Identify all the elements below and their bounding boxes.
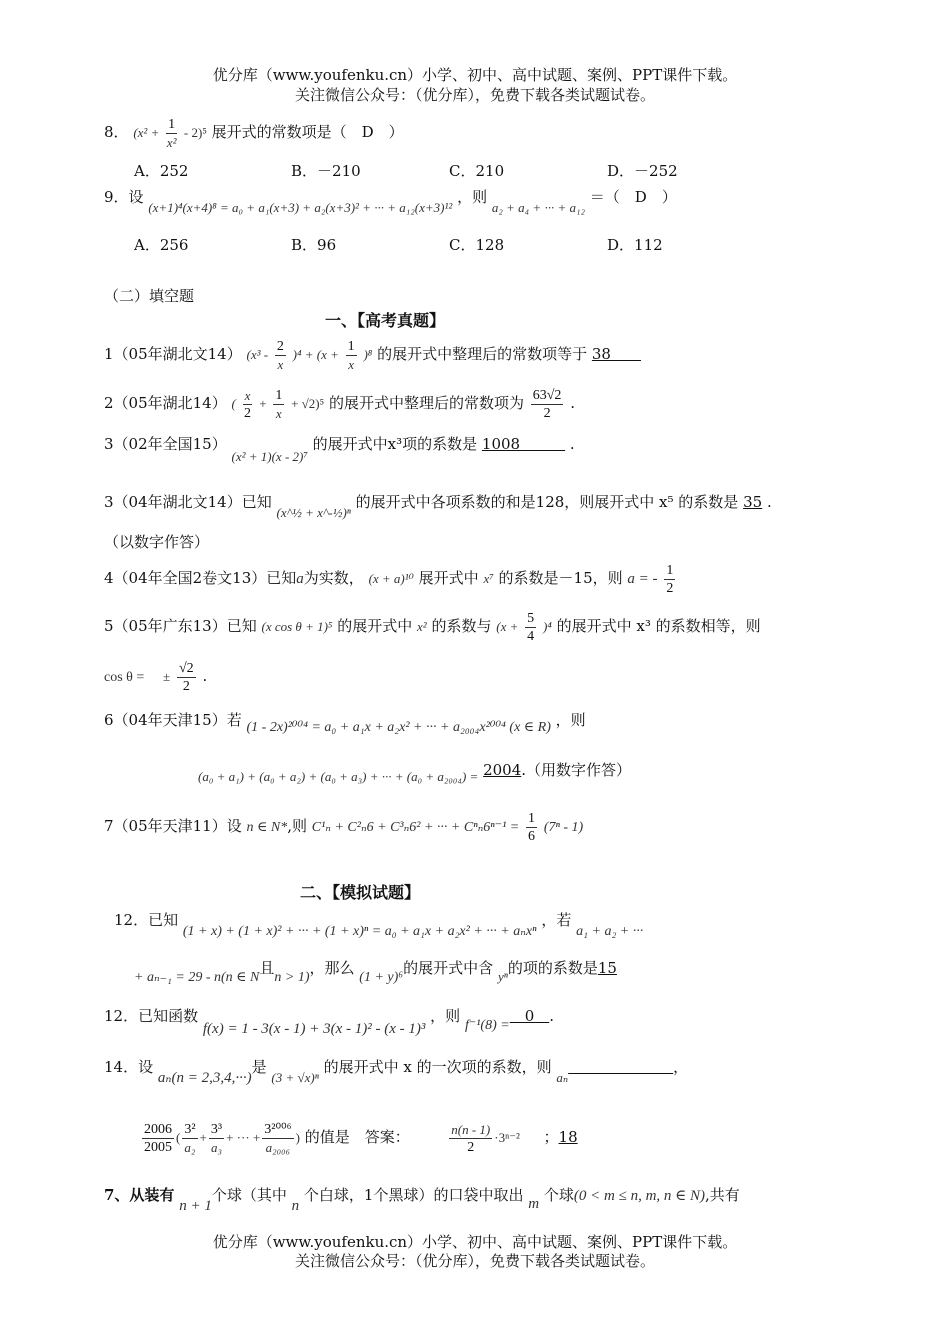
q9-option-d: D．112 <box>607 236 663 254</box>
p12a-expr: (1 + x) + (1 + x)² + ··· + (1 + x)ⁿ = a₀ + a₁x + a₂x² + ··· + aₙxⁿ <box>182 924 537 939</box>
p5-answer-den: 2 <box>182 678 190 694</box>
problem-12a <box>114 908 644 939</box>
p12a-line2-text2: ，那么 <box>309 959 355 977</box>
p12b-text: ，则 <box>430 1007 461 1025</box>
question-9 <box>104 185 677 215</box>
p14-frac-1 <box>182 1121 197 1156</box>
p14-expr-b: (3 + √x)ⁿ <box>271 1070 319 1085</box>
p1-frac1-den: x <box>277 356 284 372</box>
p14-f2-den: a₃ <box>210 1139 222 1155</box>
p1-text: 的展开式中整理后的常数项等于 <box>377 345 588 363</box>
q9-option-b: B．96 <box>291 236 337 254</box>
p2-answer-num: 63√2 <box>532 387 562 403</box>
q8-text: 展开式的常数项是（ D ） <box>211 123 404 141</box>
p14-text-a: 是 <box>251 1058 267 1076</box>
p12a-line-2 <box>134 956 617 985</box>
p14-sep: ； <box>543 1128 559 1146</box>
p5-answer-line <box>104 656 207 698</box>
p14-an: aₙ <box>556 1070 569 1085</box>
p14-text-c: 的值是 答案： <box>304 1128 410 1146</box>
p12b-expr-b: f⁻¹(8) = <box>464 1018 510 1033</box>
section-1-title: 一、【高考真题】 <box>325 311 446 330</box>
p12a-label: 12．已知 <box>114 911 179 929</box>
p2-answer <box>531 387 564 422</box>
p3-end: . <box>569 435 575 453</box>
q9-text-b: ＝（ D ） <box>589 188 677 206</box>
p1-frac-1 <box>275 338 286 373</box>
p7b-expr-b: (0 < m ≤ n, m, n ∈ N) <box>573 1188 706 1204</box>
problem-1 <box>104 334 641 375</box>
p14-f0-den: 2005 <box>144 1139 172 1155</box>
p14-line-2: $\frac{2006}{2005}$ ( $\frac{\text{3²}}{\text{a₂}}$ + $\frac{\text{3³}}{\text{a₃}}$ + ··· + $\frac{\text{3²⁰⁰⁶}}{\text{a₂₀₀₆}}$ ) 的值是 答案： $\frac{n(n - 1)}{2}$ ·3ⁿ⁻² ；18 <box>144 1121 578 1155</box>
p1-label: 1（05年湖北文14） <box>104 345 242 363</box>
p3-expr: (x² + 1)(x - 2)⁷ <box>231 449 308 464</box>
p14-label: 14．设 <box>104 1058 154 1076</box>
p14-answer-formula <box>449 1121 492 1156</box>
p3b-text: 的展开式中各项系数的和是128，则展开式中 x⁵ 的系数是 <box>355 493 739 511</box>
q8-fraction <box>166 116 177 151</box>
p5-expr-b: (x + <box>496 619 519 634</box>
p12a-line2-expr2: n > 1) <box>274 970 310 985</box>
p5-expr-a: (x cos θ + 1)⁵ <box>261 619 333 634</box>
q9-text-a: ，则 <box>457 188 488 206</box>
p4-answer <box>664 562 675 597</box>
p1-expr-b: )⁴ + (x + <box>292 347 339 362</box>
fill-in-title: （二）填空题 <box>104 287 195 305</box>
p2-frac2-num: 1 <box>275 387 283 403</box>
p14-f3-num: 3²⁰⁰⁶ <box>264 1121 292 1137</box>
problem-7 <box>104 806 583 848</box>
footer-line-1: 优分库（www.youfenku.cn）小学、初中、高中试题、案例、PPT课件下载。 <box>212 1233 738 1251</box>
p7b-text-a: 个球（其中 <box>211 1186 287 1204</box>
p2-frac1-num: x <box>244 387 251 403</box>
p12a-line2-yn: yⁿ <box>497 969 508 984</box>
p7-label: 7（05年天津11）设 <box>104 817 242 835</box>
p3-answer: 1008 <box>481 435 566 453</box>
q8-option-a: A．252 <box>134 162 189 180</box>
p14-f1-den: a₂ <box>184 1139 196 1155</box>
p7-expr-a: n ∈ N* <box>246 820 288 835</box>
p12a-line2-text3: 的展开式中含 <box>403 959 494 977</box>
p6-text: ，则 <box>555 711 586 729</box>
p5-text-a: 的展开式中 <box>337 617 413 635</box>
p5-frac-num: 5 <box>527 610 535 626</box>
p14-text-b: 的展开式中 x 的一次项的系数，则 <box>323 1058 552 1076</box>
p4-label-a: 4（04年全国2卷文13）已知 <box>104 569 297 587</box>
q8-expr-b: - 2)⁵ <box>183 125 207 140</box>
p4-answer-prefix: a = - <box>627 571 658 587</box>
problem-2 <box>104 383 575 424</box>
p4-answer-den: 2 <box>666 580 674 596</box>
p2-expr-a: ( <box>231 396 236 411</box>
p7b-expr-a: n + 1 <box>179 1198 212 1214</box>
p6-answer: 2004 <box>483 761 522 779</box>
p5-frac <box>525 610 536 645</box>
p4-text-b: 展开式中 <box>418 569 479 587</box>
problem-5 <box>104 606 761 647</box>
p14-f2-num: 3³ <box>210 1121 223 1137</box>
problem-7b <box>104 1182 740 1214</box>
p2-answer-den: 2 <box>543 405 551 421</box>
p7b-text-b: 个白球，1个黑球）的口袋中取出 <box>303 1186 524 1204</box>
section-2-title: 二、【模拟试题】 <box>300 883 421 902</box>
p14-frac-2 <box>209 1121 224 1156</box>
p1-answer: 38 <box>591 345 641 363</box>
p5-expr-c: )⁴ <box>542 619 552 634</box>
p7-expr-c: (7ⁿ - 1) <box>543 820 584 835</box>
p14-blank <box>568 1058 673 1076</box>
p14-answer: 18 <box>558 1128 578 1146</box>
p14-af-tail: ·3ⁿ⁻² <box>494 1130 520 1145</box>
q8-frac-num: 1 <box>168 116 176 132</box>
p4-answer-num: 1 <box>666 562 674 578</box>
p4-text-c: 的系数是－15，则 <box>498 569 623 587</box>
p12a-expr-b: a₁ + a₂ + ··· <box>576 924 644 939</box>
p5-text-c: 的展开式中 x³ 的系数相等，则 <box>556 617 761 635</box>
p5-text-b: 的系数与 <box>431 617 492 635</box>
p5-cos-label: cos θ = <box>104 670 145 685</box>
p14-af-den: 2 <box>467 1139 475 1155</box>
p2-frac-1 <box>243 387 253 422</box>
p5-end: . <box>202 667 208 685</box>
p2-end: . <box>570 394 575 412</box>
p14-comma: ， <box>673 1058 689 1076</box>
p12a-answer: 15 <box>597 959 617 977</box>
footer-line-2: 关注微信公众号：（优分库），免费下载各类试题试卷。 <box>294 1252 655 1270</box>
p6-line-2 <box>198 758 631 783</box>
p1-expr-a: (x³ - <box>246 347 269 362</box>
q8-expr-a: (x² + <box>133 125 160 140</box>
p6-expr: (1 - 2x)²⁰⁰⁴ = a₀ + a₁x + a₂x² + ··· + a₂₀₀₄x²⁰⁰⁴ (x ∈ R) <box>246 720 551 735</box>
p12b-label: 12．已知函数 <box>104 1007 199 1025</box>
p1-frac2-num: 1 <box>347 338 355 354</box>
p14-close: ) <box>295 1130 300 1145</box>
p2-text: 的展开式中整理后的常数项为 <box>328 394 524 412</box>
problem-3 <box>104 432 575 464</box>
p14-expr-a: aₙ(n = 2,3,4,···) <box>157 1070 252 1086</box>
p2-plus: + <box>259 396 267 411</box>
p7b-text-c: 个球 <box>543 1186 574 1204</box>
problem-3b <box>104 490 772 520</box>
p5-frac-den: 4 <box>527 628 535 644</box>
p14-frac-0 <box>142 1121 174 1156</box>
p7-expr-b: C¹ₙ + C²ₙ6 + C³ₙ6² + ··· + Cⁿₙ6ⁿ⁻¹ = <box>311 820 520 835</box>
p12b-expr: f(x) = 1 - 3(x - 1) + 3(x - 1)² - (x - 1)³ <box>202 1021 426 1037</box>
p7b-n: n <box>291 1198 300 1214</box>
p1-frac-2 <box>346 338 357 373</box>
p7b-m: m <box>528 1196 540 1212</box>
p3b-note: （以数字作答） <box>104 533 210 551</box>
question-8 <box>104 112 404 153</box>
problem-4 <box>104 558 677 599</box>
header-line-2: 关注微信公众号：（优分库），免费下载各类试题试卷。 <box>294 86 655 104</box>
header-line-1: 优分库（www.youfenku.cn）小学、初中、高中试题、案例、PPT课件下载。 <box>212 66 738 84</box>
p1-expr-c: )⁸ <box>363 347 373 362</box>
q9-option-a: A．256 <box>134 236 189 254</box>
p1-frac1-num: 2 <box>276 338 284 354</box>
p2-frac1-den: 2 <box>244 405 252 421</box>
p7b-text-d: ,共有 <box>705 1186 740 1204</box>
p4-x7: x⁷ <box>483 571 494 586</box>
p7-frac-den: 6 <box>528 828 536 844</box>
p14-frac-3 <box>262 1121 293 1156</box>
p5-x2: x² <box>417 619 427 634</box>
problem-6 <box>104 708 586 734</box>
q9-number: 9．设 <box>104 188 144 206</box>
p12a-line2-expr3: (1 + y)⁶ <box>359 970 404 985</box>
p6-note: .（用数字作答） <box>521 761 632 779</box>
p2-expr-b: + √2)⁵ <box>291 396 325 411</box>
p12a-text: ，若 <box>541 911 572 929</box>
p7b-label: 7、从装有 <box>104 1186 175 1204</box>
p14-f1-num: 3² <box>184 1121 196 1137</box>
q8-option-b: B．－210 <box>291 162 361 180</box>
p12a-line2-expr: + aₙ₋₁ = 29 - n(n ∈ N <box>134 970 260 985</box>
p14-f0-num: 2006 <box>144 1121 172 1137</box>
p2-frac2-den: x <box>275 405 282 421</box>
p14-open: ( <box>176 1130 181 1145</box>
p3-label: 3（02年全国15） <box>104 435 227 453</box>
p6-expr2: (a₀ + a₁) + (a₀ + a₂) + (a₀ + a₃) + ··· + (a₀ + a₂₀₀₄) = <box>198 769 479 784</box>
p7-frac-num: 1 <box>528 810 536 826</box>
p1-frac2-den: x <box>348 356 355 372</box>
p2-label: 2（05年湖北14） <box>104 394 227 412</box>
p7-text: ,则 <box>287 817 307 835</box>
q8-number: 8． <box>104 123 129 141</box>
q8-frac-den: x² <box>166 134 177 150</box>
q9-expr-b: a₂ + a₄ + ··· + a₁₂ <box>491 200 586 215</box>
p12a-line2-text4: 的项的系数是 <box>507 959 598 977</box>
p12b-answer: 0 <box>509 1007 550 1025</box>
p4-a-var: a <box>296 571 304 587</box>
p4-text-a: 为实数， <box>303 569 364 587</box>
p14-dots: + ··· + <box>226 1130 261 1145</box>
problem-12b <box>104 1004 555 1037</box>
p3b-answer: 35 <box>743 493 763 511</box>
p6-label: 6（04年天津15）若 <box>104 711 242 729</box>
p7-frac <box>526 810 537 845</box>
problem-14 <box>104 1055 689 1086</box>
p3b-expr: (x^½ + x^-½)ⁿ <box>276 505 351 520</box>
p4-expr: (x + a)¹⁰ <box>368 571 414 586</box>
p5-answer-num: √2 <box>178 660 194 676</box>
q8-option-d: D．－252 <box>607 162 678 180</box>
p14-f3-den: a₂₀₀₆ <box>265 1139 291 1155</box>
q8-option-c: C．210 <box>449 162 505 180</box>
p3-text: 的展开式中x³项的系数是 <box>312 435 478 453</box>
p5-answer-prefix: ± <box>163 669 171 684</box>
q9-expr: (x+1)⁴(x+4)⁸ = a₀ + a₁(x+3) + a₂(x+3)² + ··· + a₁₂(x+3)¹² <box>148 200 453 215</box>
p5-label: 5（05年广东13）已知 <box>104 617 257 635</box>
p12a-line2-text: 且 <box>259 959 275 977</box>
p14-af-num: n(n - 1) <box>451 1121 491 1137</box>
p3b-label: 3（04年湖北文14）已知 <box>104 493 272 511</box>
p12b-end: . <box>549 1007 555 1025</box>
p2-frac-2 <box>273 387 284 422</box>
p3b-end: . <box>766 493 772 511</box>
p5-answer <box>177 660 196 695</box>
q9-option-c: C．128 <box>449 236 505 254</box>
